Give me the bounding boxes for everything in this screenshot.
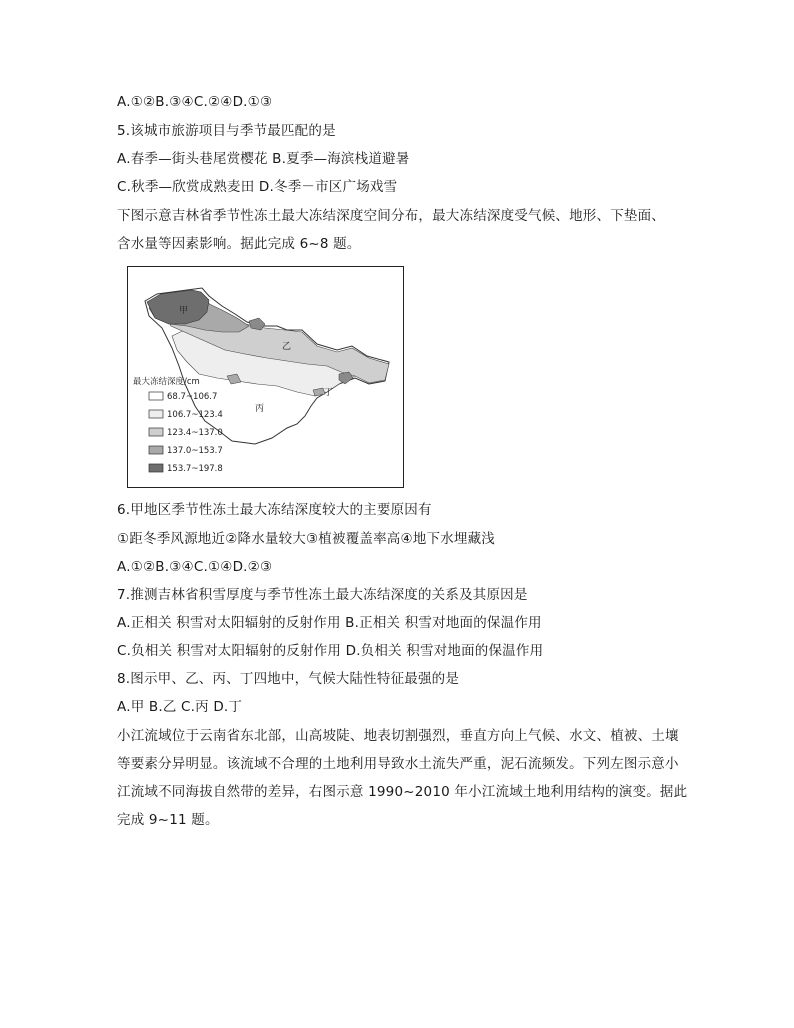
legend-range-1: 68.7~106.7 — [167, 392, 218, 402]
q6-statements: ①距冬季风源地近②降水量较大③植被覆盖率高④地下水埋藏浅 — [117, 531, 496, 547]
intro-9-11-line1: 小江流域位于云南省东北部，山高坡陡、地表切割强烈，垂直方向上气候、水文、植被、土壤 — [117, 728, 679, 744]
jilin-frozen-soil-map — [127, 266, 404, 488]
q6-options: A.①②B.③④C.①④D.②③ — [117, 559, 273, 575]
intro-9-11-line4: 完成 9~11 题。 — [117, 812, 219, 828]
legend-range-4: 137.0~153.7 — [167, 446, 223, 456]
q7-options-ab: A.正相关 积雪对太阳辐射的反射作用 B.正相关 积雪对地面的保温作用 — [117, 615, 542, 631]
intro-6-8-line2: 含水量等因素影响。据此完成 6~8 题。 — [117, 236, 361, 252]
intro-9-11-line3: 江流域不同海拔自然带的差异，右图示意 1990~2010 年小江流域土地利用结构的演变。据此 — [117, 784, 688, 800]
legend-range-5: 153.7~197.8 — [167, 464, 223, 474]
q8-options: A.甲 B.乙 C.丙 D.丁 — [117, 699, 243, 715]
question-5: 5.该城市旅游项目与季节最匹配的是 — [117, 123, 336, 139]
question-6: 6.甲地区季节性冻土最大冻结深度较大的主要原因有 — [117, 502, 432, 518]
label-ding: 丁 — [324, 388, 334, 398]
intro-9-11-line2: 等要素分异明显。该流域不合理的土地利用导致水土流失严重，泥石流频发。下列左图示意小 — [117, 756, 679, 772]
q5-options-ab: A.春季—街头巷尾赏樱花 B.夏季—海滨栈道避暑 — [117, 151, 410, 167]
question-8: 8.图示甲、乙、丙、丁四地中，气候大陆性特征最强的是 — [117, 671, 460, 687]
label-bing: 丙 — [255, 404, 265, 414]
label-jia: 甲 — [179, 306, 189, 316]
question-7: 7.推测吉林省积雪厚度与季节性冻土最大冻结深度的关系及其原因是 — [117, 587, 528, 603]
label-yi: 乙 — [282, 342, 292, 352]
legend-range-3: 123.4~137.0 — [167, 428, 223, 438]
map-figure — [127, 266, 404, 488]
legend-title: 最大冻结深度/cm — [133, 377, 200, 387]
answer-options-q4: A.①②B.③④C.②④D.①③ — [117, 94, 273, 110]
q5-options-cd: C.秋季—欣赏成熟麦田 D.冬季－市区广场戏雪 — [117, 179, 398, 195]
q7-options-cd: C.负相关 积雪对太阳辐射的反射作用 D.负相关 积雪对地面的保温作用 — [117, 643, 544, 659]
legend-range-2: 106.7~123.4 — [167, 410, 223, 420]
intro-6-8-line1: 下图示意吉林省季节性冻土最大冻结深度空间分布，最大冻结深度受气候、地形、下垫面、 — [117, 208, 665, 224]
